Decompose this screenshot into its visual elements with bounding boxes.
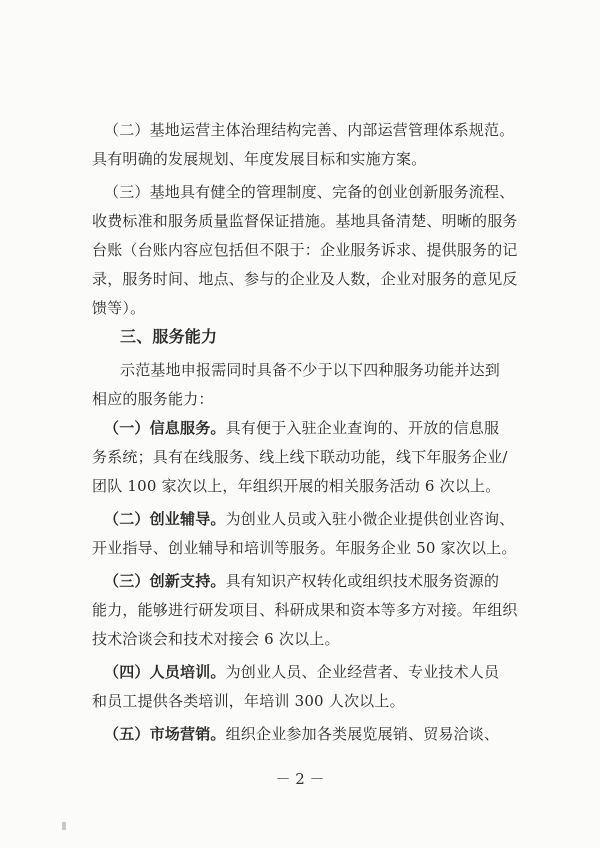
item-2-line-2: 开业指导、创业辅导和培训等服务。年服务企业 50 家次以上。	[92, 539, 517, 557]
intro-line-1: 示范基地申报需同时具备不少于以下四种服务功能并达到	[120, 361, 501, 379]
item-3-line-1: （三）创新支持。具有知识产权转化或组织技术服务资源的	[104, 572, 500, 590]
para-2-line-1: （二）基地运营主体治理结构完善、内部运营管理体系规范。	[104, 121, 515, 139]
section-heading: 三、服务能力	[120, 327, 218, 346]
item-4-line-1: （四）人员培训。为创业人员、企业经营者、专业技术人员	[104, 663, 500, 681]
item-3-title: （三）创新支持。	[104, 572, 226, 590]
item-4-title: （四）人员培训。	[104, 663, 226, 681]
item-1-line-2: 务系统；具有在线服务、线上线下联动功能，线下年服务企业/	[92, 448, 508, 466]
item-1-title: （一）信息服务。	[104, 419, 226, 437]
item-5-title: （五）市场营销。	[104, 725, 226, 743]
para-3-line-4: 录，服务时间、地点、参与的企业及人数，企业对服务的意见反	[92, 270, 518, 288]
item-2-title: （二）创业辅导。	[104, 510, 226, 528]
intro-line-2: 相应的服务能力：	[92, 390, 214, 408]
item-3-line-3: 技术洽谈会和技术对接会 6 次以上。	[92, 630, 340, 648]
item-3-line-2: 能力，能够进行研发项目、科研成果和资本等多方对接。年组织	[92, 601, 518, 619]
item-2-line-1: （二）创业辅导。为创业人员或入驻小微企业提供创业咨询、	[104, 510, 515, 528]
item-1-line-1: （一）信息服务。具有便于入驻企业查询的、开放的信息服	[104, 419, 500, 437]
para-3-line-3: 台账（台账内容应包括但不限于：企业服务诉求、提供服务的记	[92, 241, 518, 259]
para-3-line-5: 馈等）。	[92, 299, 146, 317]
para-3-line-1: （三）基地具有健全的管理制度、完备的创业创新服务流程、	[104, 183, 515, 201]
para-3-line-2: 收费标准和服务质量监督保证措施。基地具备清楚、明晰的服务	[92, 212, 518, 230]
item-4-line-2: 和员工提供各类培训，年培训 300 人次以上。	[92, 692, 405, 710]
scan-artifact	[62, 822, 66, 830]
item-5-line-1: （五）市场营销。组织企业参加各类展览展销、贸易洽谈、	[104, 725, 500, 743]
page-number: － 2 －	[275, 770, 325, 788]
para-2-line-2: 具有明确的发展规划、年度发展目标和实施方案。	[92, 150, 427, 168]
item-1-line-3: 团队 100 家次以上，年组织开展的相关服务活动 6 次以上。	[92, 477, 501, 495]
